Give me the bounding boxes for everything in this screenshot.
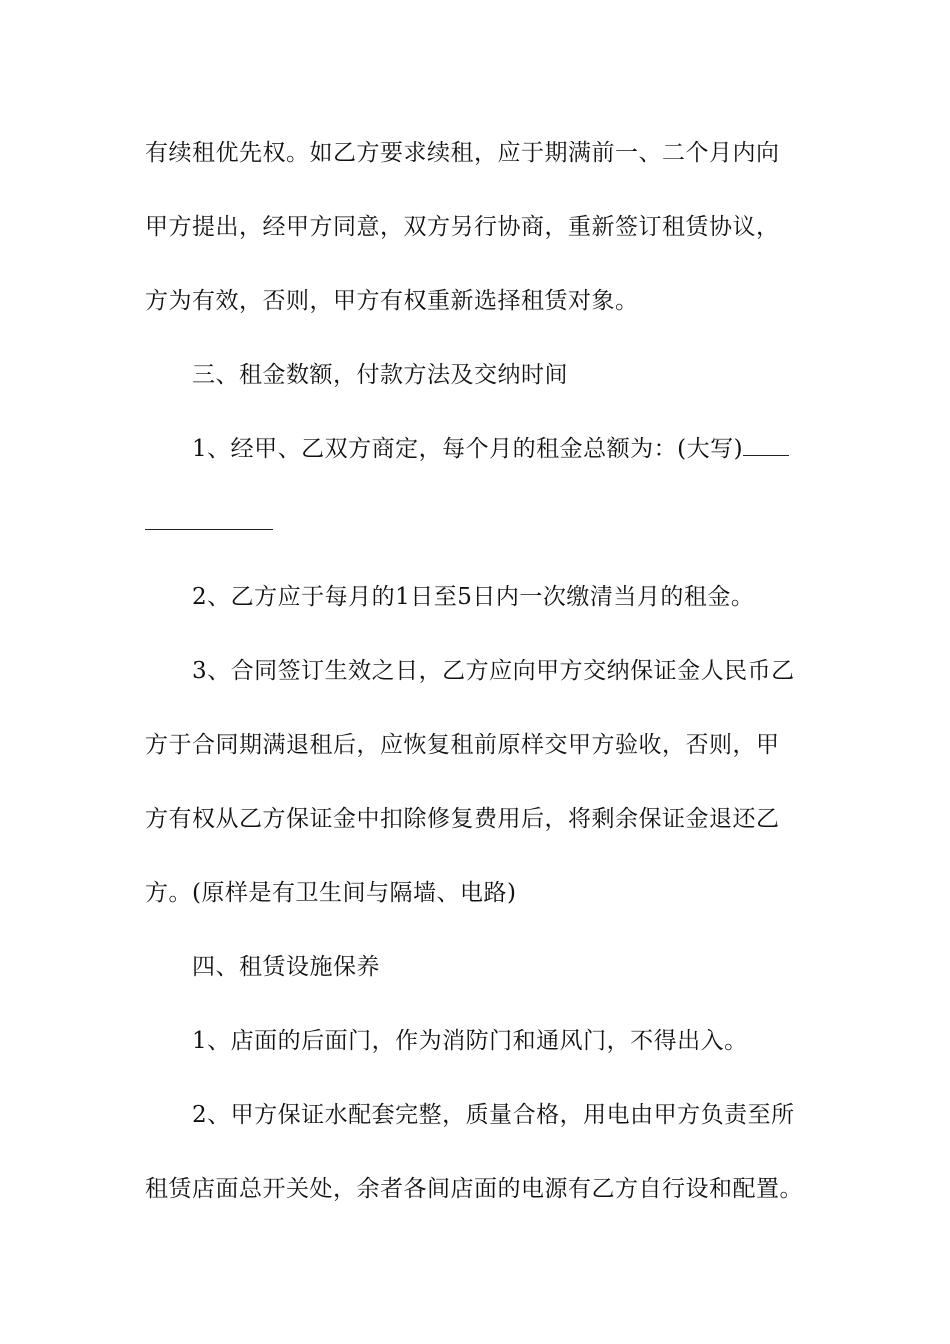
paragraph-line: 方为有效，否则，甲方有权重新选择租赁对象。 <box>145 288 639 314</box>
paragraph-line: 有续租优先权。如乙方要求续租，应于期满前一、二个月内向 <box>145 140 780 166</box>
section-heading: 三、租金数额，付款方法及交纳时间 <box>192 362 568 388</box>
paragraph-line: 方。(原样是有卫生间与隔墙、电路) <box>145 880 517 906</box>
paragraph-line: 2、乙方应于每月的1日至5日内一次缴清当月的租金。 <box>192 584 755 610</box>
paragraph-line: 2、甲方保证水配套完整，质量合格，用电由甲方负责至所 <box>192 1102 795 1128</box>
paragraph-line: 1、店面的后面门，作为消防门和通风门，不得出入。 <box>192 1028 748 1054</box>
paragraph-line <box>145 508 815 538</box>
paragraph-line <box>192 434 812 464</box>
rent-amount-blank <box>743 435 789 456</box>
paragraph-line: 3、合同签订生效之日，乙方应向甲方交纳保证金人民币乙 <box>192 658 795 684</box>
paragraph-line: 租赁店面总开关处，余者各间店面的电源有乙方自行设和配置。 <box>145 1176 803 1202</box>
paragraph-line: 方于合同期满退租后，应恢复租前原样交甲方验收，否则，甲 <box>145 732 780 758</box>
rent-amount-blank-continued <box>145 509 273 530</box>
paragraph-line: 方有权从乙方保证金中扣除修复费用后，将剩余保证金退还乙 <box>145 806 780 832</box>
paragraph-line: 甲方提出，经甲方同意，双方另行协商，重新签订租赁协议， <box>145 214 780 240</box>
rent-amount-label: 1、经甲、乙双方商定，每个月的租金总额为：(大写) <box>192 436 744 462</box>
section-heading: 四、租赁设施保养 <box>192 954 380 980</box>
